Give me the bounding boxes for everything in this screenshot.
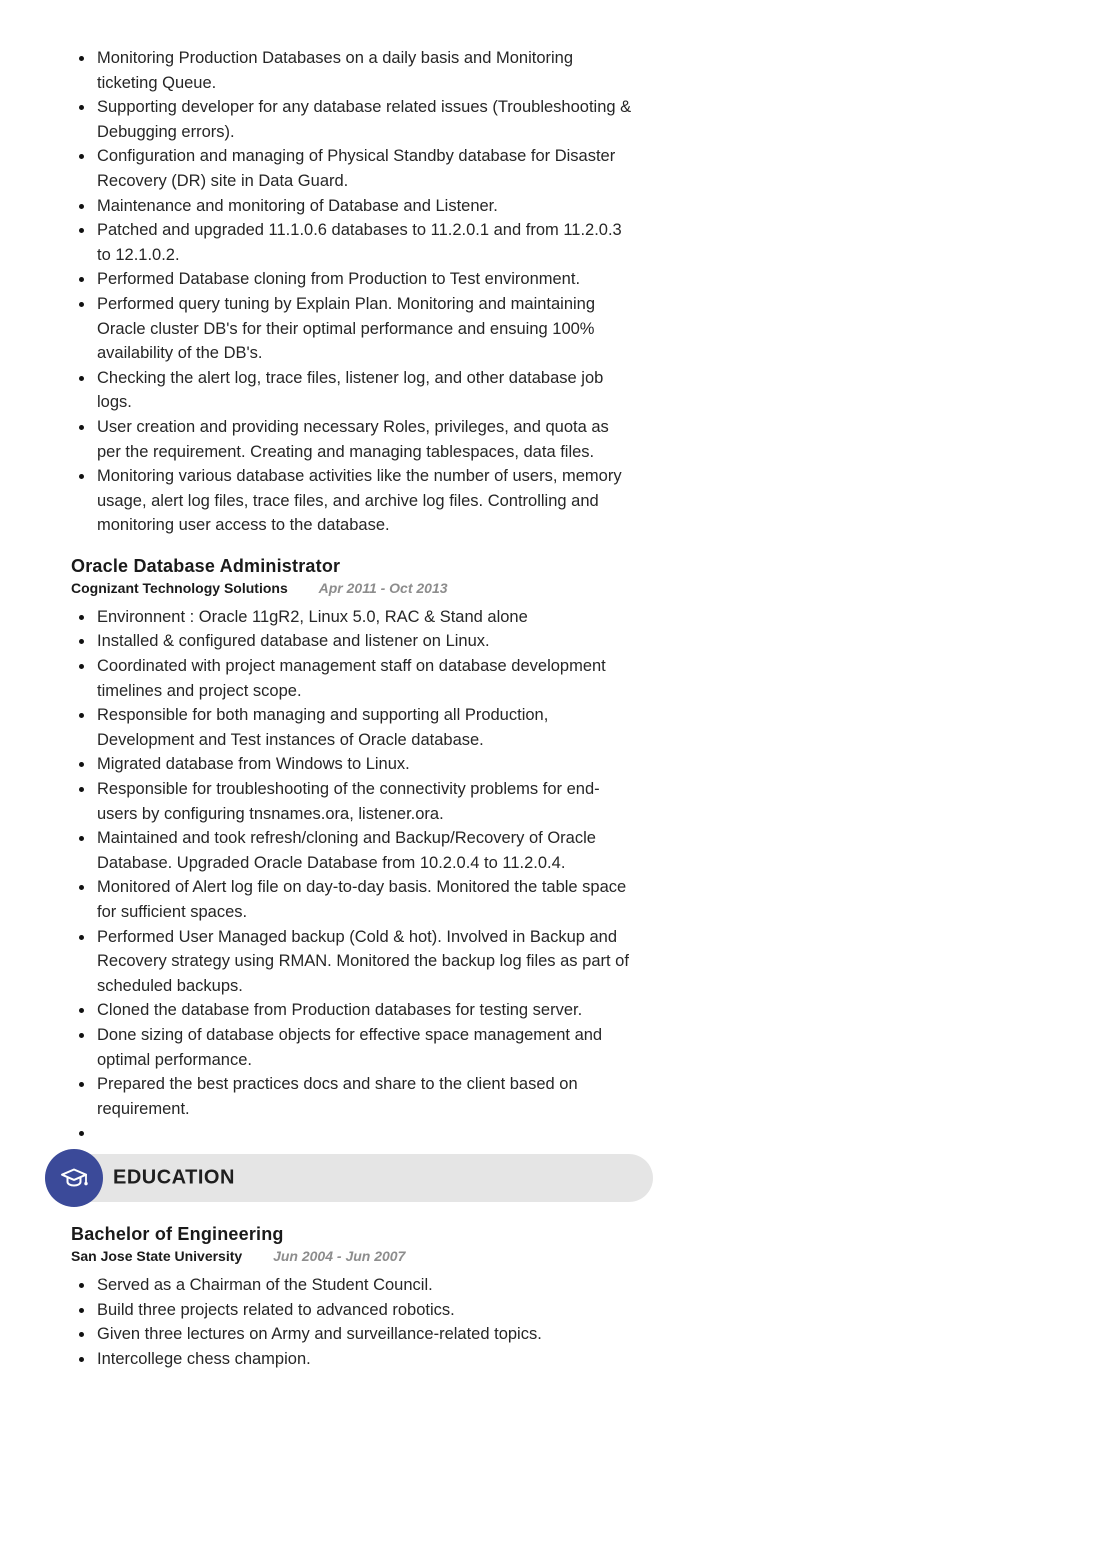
list-item: • Migrated database from Windows to Linux.	[95, 752, 637, 777]
list-item: • Served as a Chairman of the Student Council.	[95, 1273, 637, 1298]
list-item: • Environnent : Oracle 11gR2, Linux 5.0, RAC & Stand alone	[95, 605, 637, 630]
list-item: • Performed User Managed backup (Cold & hot). Involved in Backup and Recovery strategy using RMAN. Monitored the backup log files as part of scheduled backups.	[95, 925, 637, 999]
list-item: • Done sizing of database objects for effective space management and optimal performance.	[95, 1023, 637, 1072]
list-item: • User creation and providing necessary Roles, privileges, and quota as per the requirement. Creating and managing tablespaces, data files.	[95, 415, 637, 464]
bullet-list	[71, 1273, 637, 1371]
list-item: • Coordinated with project management staff on database development timelines and project scope.	[95, 654, 637, 703]
list-item: • Checking the alert log, trace files, listener log, and other database job logs.	[95, 366, 637, 415]
list-item: • Intercollege chess champion.	[95, 1347, 637, 1372]
section-title: EDUCATION	[113, 1166, 235, 1189]
education-section-header	[45, 1154, 653, 1202]
degree-title: Bachelor of Engineering	[71, 1223, 284, 1244]
list-item	[95, 1121, 637, 1146]
list-item: • Responsible for troubleshooting of the connectivity problems for end-users by configuring tnsnames.ora, listener.ora.	[95, 777, 637, 826]
list-item: • Given three lectures on Army and surveillance-related topics.	[95, 1322, 637, 1347]
bullet-list	[71, 46, 637, 538]
graduation-cap-glyph	[57, 1161, 91, 1195]
job-dates: Apr 2011 - Oct 2013	[318, 579, 448, 596]
graduation-cap-icon	[45, 1149, 103, 1207]
list-item: • Maintained and took refresh/cloning and Backup/Recovery of Oracle Database. Upgraded Oracle Database from 10.2.0.4 to 11.2.0.4.	[95, 826, 637, 875]
list-item: • Build three projects related to advanced robotics.	[95, 1298, 637, 1323]
list-item: • Performed query tuning by Explain Plan. Monitoring and maintaining Oracle cluster DB's for their optimal performance and ensuing 100% availability of the DB's.	[95, 292, 637, 366]
company-name: Cognizant Technology Solutions	[71, 579, 288, 596]
list-item: • Supporting developer for any database related issues (Troubleshooting & Debugging errors).	[95, 95, 637, 144]
experience-entry-previous	[71, 46, 1100, 538]
list-item: • Configuration and managing of Physical Standby database for Disaster Recovery (DR) site in Data Guard.	[95, 144, 637, 193]
education-meta	[71, 1247, 1100, 1266]
list-item: • Performed Database cloning from Production to Test environment.	[95, 267, 637, 292]
job-meta	[71, 579, 1100, 598]
list-item: • Patched and upgraded 11.1.0.6 databases to 11.2.0.1 and from 11.2.0.3 to 12.1.0.2.	[95, 218, 637, 267]
job-title: Oracle Database Administrator	[71, 555, 341, 576]
list-item: • Cloned the database from Production databases for testing server.	[95, 998, 637, 1023]
education-entry	[71, 1224, 1100, 1371]
bullet-list	[71, 605, 637, 1146]
list-item: • Responsible for both managing and supporting all Production, Development and Test instances of Oracle database.	[95, 703, 637, 752]
experience-entry	[71, 556, 1100, 1146]
list-item: • Monitored of Alert log file on day-to-day basis. Monitored the table space for sufficient spaces.	[95, 875, 637, 924]
school-name: San Jose State University	[71, 1247, 243, 1264]
list-item: • Monitoring Production Databases on a daily basis and Monitoring ticketing Queue.	[95, 46, 637, 95]
list-item: • Installed & configured database and listener on Linux.	[95, 629, 637, 654]
list-item: • Monitoring various database activities like the number of users, memory usage, alert log files, trace files, and archive log files. Controlling and monitoring user access to the database.	[95, 464, 637, 538]
list-item: • Maintenance and monitoring of Database and Listener.	[95, 194, 637, 219]
list-item: • Prepared the best practices docs and share to the client based on requirement.	[95, 1072, 637, 1121]
education-dates: Jun 2004 - Jun 2007	[273, 1247, 406, 1264]
